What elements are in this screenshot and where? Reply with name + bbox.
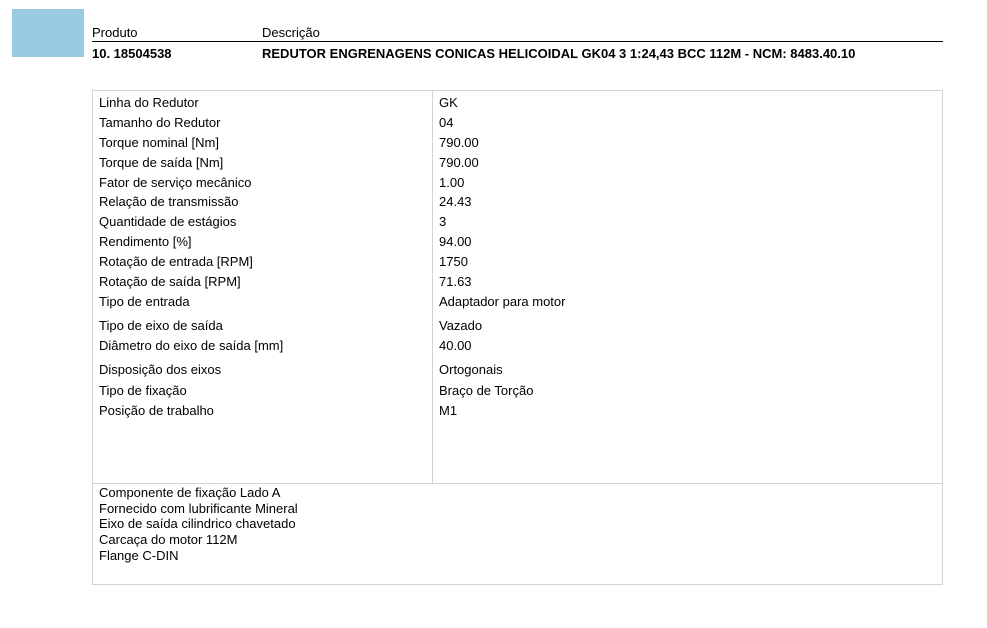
spec-label: Quantidade de estágios <box>99 214 237 229</box>
spec-row-fixacao <box>93 383 942 403</box>
note-line: Fornecido com lubrificante Mineral <box>99 501 298 516</box>
spec-row-estagios <box>93 214 942 234</box>
product-column-label: Produto <box>92 25 138 40</box>
spec-label: Tipo de entrada <box>99 294 190 309</box>
spec-row-tipo-eixo <box>93 318 942 338</box>
spec-value: 790.00 <box>439 155 479 170</box>
spec-row-linha <box>93 95 942 115</box>
note-line: Eixo de saída cilindrico chavetado <box>99 516 296 531</box>
spec-row-rotacao-entrada <box>93 254 942 274</box>
spec-row-rotacao-saida <box>93 274 942 294</box>
spec-row-fator-servico <box>93 175 942 195</box>
spec-value: GK <box>439 95 458 110</box>
notes-box <box>92 483 943 585</box>
spec-row-tipo-entrada <box>93 294 942 314</box>
spec-value: Adaptador para motor <box>439 294 566 309</box>
spec-label: Diâmetro do eixo de saída [mm] <box>99 338 284 353</box>
spec-label: Torque de saída [Nm] <box>99 155 224 170</box>
spec-row-posicao <box>93 403 942 423</box>
spec-label: Tamanho do Redutor <box>99 115 221 130</box>
spec-label: Rotação de entrada [RPM] <box>99 254 253 269</box>
spec-label: Torque nominal [Nm] <box>99 135 219 150</box>
spec-label: Tipo de eixo de saída <box>99 318 223 333</box>
spec-value: Ortogonais <box>439 362 503 377</box>
spec-row-torque-nominal <box>93 135 942 155</box>
spec-value: 71.63 <box>439 274 472 289</box>
spec-label: Posição de trabalho <box>99 403 214 418</box>
spec-row-tamanho <box>93 115 942 135</box>
logo-block <box>12 9 84 57</box>
spec-value: 40.00 <box>439 338 472 353</box>
spec-row-rendimento <box>93 234 942 254</box>
header-divider <box>92 41 943 42</box>
note-line: Carcaça do motor 112M <box>99 532 238 547</box>
description-column-label: Descrição <box>262 25 320 40</box>
spec-row-diametro-eixo <box>93 338 942 358</box>
spec-value: 1.00 <box>439 175 465 190</box>
product-description: REDUTOR ENGRENAGENS CONICAS HELICOIDAL GK04 3 1:24,43 BCC 112M - NCM: 8483.40.10 <box>262 46 856 61</box>
note-line: Flange C-DIN <box>99 548 179 563</box>
spec-value: Braço de Torção <box>439 383 534 398</box>
spec-table <box>92 90 943 484</box>
spec-value: 790.00 <box>439 135 479 150</box>
spec-value: 94.00 <box>439 234 472 249</box>
spec-label: Rendimento [%] <box>99 234 192 249</box>
spec-value: 24.43 <box>439 194 472 209</box>
spec-row-torque-saida <box>93 155 942 175</box>
spec-label: Fator de serviço mecânico <box>99 175 252 190</box>
spec-value: Vazado <box>439 318 483 333</box>
spec-value: 1750 <box>439 254 468 269</box>
product-code: 10. 18504538 <box>92 46 172 61</box>
note-line: Componente de fixação Lado A <box>99 485 281 500</box>
spec-label: Tipo de fixação <box>99 383 187 398</box>
spec-label: Rotação de saída [RPM] <box>99 274 241 289</box>
spec-row-relacao <box>93 194 942 214</box>
spec-value: 3 <box>439 214 447 229</box>
spec-value: M1 <box>439 403 458 418</box>
spec-label: Disposição dos eixos <box>99 362 222 377</box>
spec-row-disposicao <box>93 362 942 382</box>
spec-value: 04 <box>439 115 454 130</box>
spec-label: Linha do Redutor <box>99 95 199 110</box>
spec-label: Relação de transmissão <box>99 194 239 209</box>
